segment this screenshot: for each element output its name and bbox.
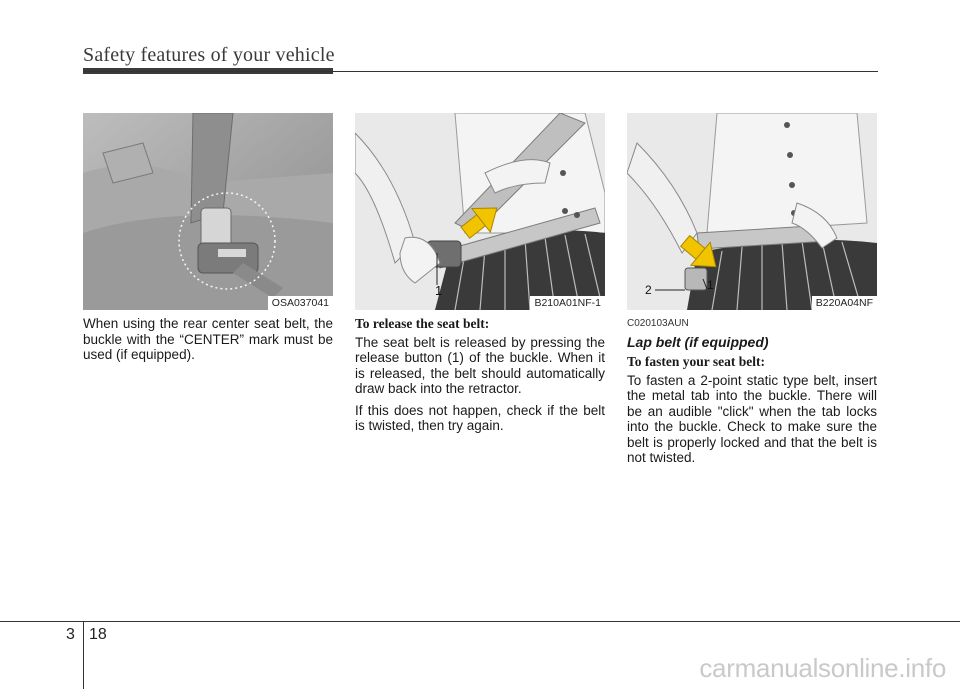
release-belt-illustration xyxy=(355,113,605,310)
figure-center-buckle xyxy=(83,113,333,310)
column-2 xyxy=(355,316,605,440)
chapter-number: 3 xyxy=(66,626,75,643)
footer-rule xyxy=(0,621,960,622)
section-heading: Lap belt (if equipped) xyxy=(627,333,769,350)
center-buckle-illustration xyxy=(83,113,333,310)
page-number: 18 xyxy=(89,626,107,643)
callout-2: 2 xyxy=(645,283,652,297)
callout-1: 1 xyxy=(707,278,714,292)
lap-belt-illustration xyxy=(627,113,877,310)
header-rule xyxy=(83,71,878,72)
subheading-release: To release the seat belt: xyxy=(355,316,490,331)
reference-code: C020103AUN xyxy=(627,318,689,329)
figure-code: B220A04NF xyxy=(812,296,877,310)
body-text: If this does not happen, check if the belt is twisted, then try again. xyxy=(355,402,605,433)
watermark: carmanualsonline.info xyxy=(699,653,946,683)
column-3 xyxy=(627,316,877,472)
callout-1: 1 xyxy=(435,283,443,298)
column-1 xyxy=(83,316,333,369)
body-text: The seat belt is released by pressing the release button (1) of the buckle. When it is released, the belt should automatically draw back into the retractor. xyxy=(355,334,605,396)
page-header-title: Safety features of your vehicle xyxy=(83,44,335,66)
figure-lap-belt xyxy=(627,113,877,310)
body-text: To fasten a 2-point static type belt, insert the metal tab into the buckle. There will be an audible "click" when the tab locks into the buckle. Check to make sure the belt is properly locked and that the belt is not twisted. xyxy=(627,372,877,465)
body-text: When using the rear center seat belt, the buckle with the “CENTER” mark must be used (if equipped). xyxy=(83,316,333,362)
figure-code: OSA037041 xyxy=(268,296,333,310)
figure-release-belt xyxy=(355,113,605,310)
figure-code: B210A01NF-1 xyxy=(530,296,605,310)
subheading-fasten: To fasten your seat belt: xyxy=(627,354,765,369)
footer-divider xyxy=(83,621,84,689)
